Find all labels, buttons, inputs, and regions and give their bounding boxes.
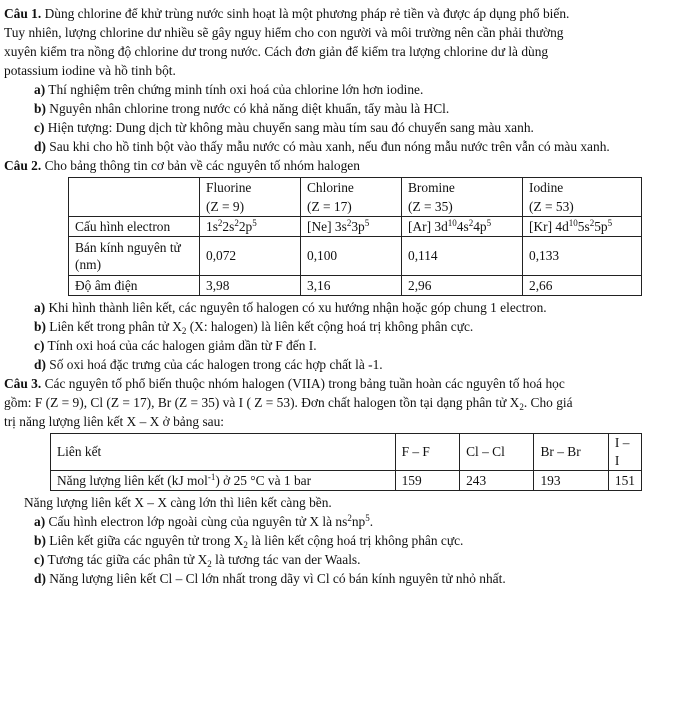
option-label: c) bbox=[34, 552, 45, 567]
bond-cell: I – I bbox=[608, 434, 641, 471]
en-cell: 2,96 bbox=[402, 276, 523, 296]
q1-line-1 bbox=[4, 4, 696, 23]
row-header: Độ âm điện bbox=[69, 276, 200, 296]
en-cell: 2,66 bbox=[523, 276, 642, 296]
option-text: Năng lượng liên kết Cl – Cl lớn nhất trong dãy vì Cl có bán kính nguyên tử nhỏ nhất. bbox=[49, 571, 506, 586]
row-header: Cấu hình electron bbox=[69, 217, 200, 237]
table-header-row bbox=[69, 178, 642, 198]
energy-cell: 193 bbox=[534, 471, 608, 491]
element-z-cell: (Z = 53) bbox=[523, 197, 642, 217]
element-z-cell: (Z = 17) bbox=[301, 197, 402, 217]
q2-intro-line bbox=[4, 156, 696, 175]
q1-line-4: potassium iodine và hồ tinh bột. bbox=[4, 63, 176, 78]
q2-option-d bbox=[4, 355, 696, 374]
config-cell-cl: [Ne] $3s^23p^5$ bbox=[301, 217, 402, 237]
q1-label: Câu 1. bbox=[4, 6, 42, 21]
option-label: d) bbox=[34, 571, 46, 586]
q2-option-a bbox=[4, 298, 696, 317]
q2-intro: Cho bảng thông tin cơ bản về các nguyên tố nhóm halogen bbox=[44, 158, 360, 173]
q3-option-a: a) Cấu hình electron lớp ngoài cùng của nguyên tử X là $ns^2np^5$. bbox=[34, 513, 374, 529]
q3-note: Năng lượng liên kết X – X càng lớn thì liên kết càng bền. bbox=[24, 495, 332, 510]
q2-option-b: b) Liên kết trong phân tử $X_2$ (X: halogen) là liên kết cộng hoá trị không phân cực. bbox=[34, 319, 474, 336]
q1-line-2: Tuy nhiên, lượng chlorine dư nhiều sẽ gây nguy hiểm cho con người và môi trường nên cần phải thường bbox=[4, 25, 564, 40]
option-label: c) bbox=[34, 338, 45, 353]
option-label: b) bbox=[34, 533, 46, 548]
element-z-cell: (Z = 35) bbox=[402, 197, 523, 217]
table-row-config bbox=[69, 217, 642, 237]
bond-energy-table bbox=[50, 433, 642, 491]
row-header: Liên kết bbox=[51, 434, 396, 471]
option-label: a) bbox=[34, 514, 46, 529]
bond-cell: Cl – Cl bbox=[460, 434, 534, 471]
radius-cell: 0,072 bbox=[200, 237, 301, 276]
option-label: c) bbox=[34, 120, 45, 135]
config-cell-br: [Ar] $3d^{10}4s^24p^5$ bbox=[402, 217, 523, 237]
q3-line-1 bbox=[4, 374, 696, 393]
radius-cell: 0,114 bbox=[402, 237, 523, 276]
q3-label: Câu 3. bbox=[4, 376, 42, 391]
option-text: Thí nghiệm trên chứng minh tính oxi hoá của chlorine lớn hơn iodine. bbox=[48, 82, 424, 97]
q2-option-c bbox=[4, 336, 696, 355]
table-row-radius bbox=[69, 237, 642, 276]
radius-cell: 0,100 bbox=[301, 237, 402, 276]
table-corner-cell bbox=[69, 178, 200, 217]
row-header: Năng lượng liên kết (kJ mol$^{-1}$) ở 25 °C và 1 bar bbox=[51, 471, 396, 491]
option-label: d) bbox=[34, 139, 46, 154]
element-name-cell: Chlorine bbox=[301, 178, 402, 198]
document-page bbox=[4, 4, 696, 588]
radius-cell: 0,133 bbox=[523, 237, 642, 276]
element-z-cell: (Z = 9) bbox=[200, 197, 301, 217]
q1-text-1: Dùng chlorine để khử trùng nước sinh hoạt là một phương pháp rẻ tiền và được áp dụng phổ biến. bbox=[44, 6, 570, 21]
option-label: d) bbox=[34, 357, 46, 372]
bond-cell: Br – Br bbox=[534, 434, 608, 471]
element-name-cell: Iodine bbox=[523, 178, 642, 198]
config-cell-f: $1s^22s^22p^5$ bbox=[200, 217, 301, 237]
option-label: b) bbox=[34, 101, 46, 116]
option-label: a) bbox=[34, 300, 46, 315]
element-name-cell: Bromine bbox=[402, 178, 523, 198]
en-cell: 3,98 bbox=[200, 276, 301, 296]
q3-option-d bbox=[4, 569, 696, 588]
row-header: Bán kính nguyên tử (nm) bbox=[69, 237, 200, 276]
option-text: Nguyên nhân chlorine trong nước có khả năng diệt khuẩn, tẩy màu là HCl. bbox=[49, 101, 450, 116]
config-cell-i: [Kr] $4d^{10}5s^25p^5$ bbox=[523, 217, 642, 237]
option-text: Số oxi hoá đặc trưng của các halogen trong các hợp chất là -1. bbox=[49, 357, 383, 372]
bond-cell: F – F bbox=[395, 434, 460, 471]
q3-text-1: Các nguyên tố phổ biến thuộc nhóm halogen (VIIA) trong bảng tuần hoàn các nguyên tố hoá học bbox=[44, 376, 565, 391]
q2-label: Câu 2. bbox=[4, 158, 42, 173]
q1-option-c bbox=[4, 118, 696, 137]
q3-line-3: trị năng lượng liên kết X – X ở bảng sau: bbox=[4, 414, 225, 429]
q1-option-a bbox=[4, 80, 696, 99]
option-text: Hiện tượng: Dung dịch từ không màu chuyển sang màu tím sau đó chuyển sang màu xanh. bbox=[47, 120, 534, 135]
option-label: a) bbox=[34, 82, 46, 97]
option-text: Liên kết trong phân tử X bbox=[49, 319, 182, 334]
q1-option-b bbox=[4, 99, 696, 118]
q3-option-b: b) Liên kết giữa các nguyên tử trong $X_2$ là liên kết cộng hoá trị không phân cực. bbox=[34, 533, 464, 550]
element-name-cell: Fluorine bbox=[200, 178, 301, 198]
q1-option-d bbox=[4, 137, 696, 156]
option-text: Tính oxi hoá của các halogen giảm dần từ F đến I. bbox=[47, 338, 317, 353]
energy-cell: 151 bbox=[608, 471, 641, 491]
energy-cell: 243 bbox=[460, 471, 534, 491]
option-label: b) bbox=[34, 319, 46, 334]
table-row-bonds bbox=[51, 434, 642, 471]
q3-line-2: gồm: F (Z = 9), Cl (Z = 17), Br (Z = 35) và I ( Z = 53). Đơn chất halogen tồn tại dạng phân tử $X_2$. Cho giá bbox=[4, 395, 573, 412]
en-cell: 3,16 bbox=[301, 276, 402, 296]
option-text: Khi hình thành liên kết, các nguyên tố halogen có xu hướng nhận hoặc góp chung 1 electron. bbox=[48, 300, 547, 315]
energy-cell: 159 bbox=[395, 471, 460, 491]
table-row-electronegativity bbox=[69, 276, 642, 296]
q1-line-3: xuyên kiểm tra nồng độ chlorine dư trong nước. Cách đơn giản để kiểm tra lượng chlorine dư là dùng bbox=[4, 44, 549, 59]
option-text: Sau khi cho hồ tinh bột vào thấy mẫu nước có màu xanh, nếu đun nóng mẫu nước trên vẫn có màu xanh. bbox=[49, 139, 610, 154]
halogen-info-table bbox=[68, 177, 642, 296]
table-row-energy bbox=[51, 471, 642, 491]
q3-option-c: c) Tương tác giữa các phân tử $X_2$ là tương tác van der Waals. bbox=[34, 552, 361, 569]
